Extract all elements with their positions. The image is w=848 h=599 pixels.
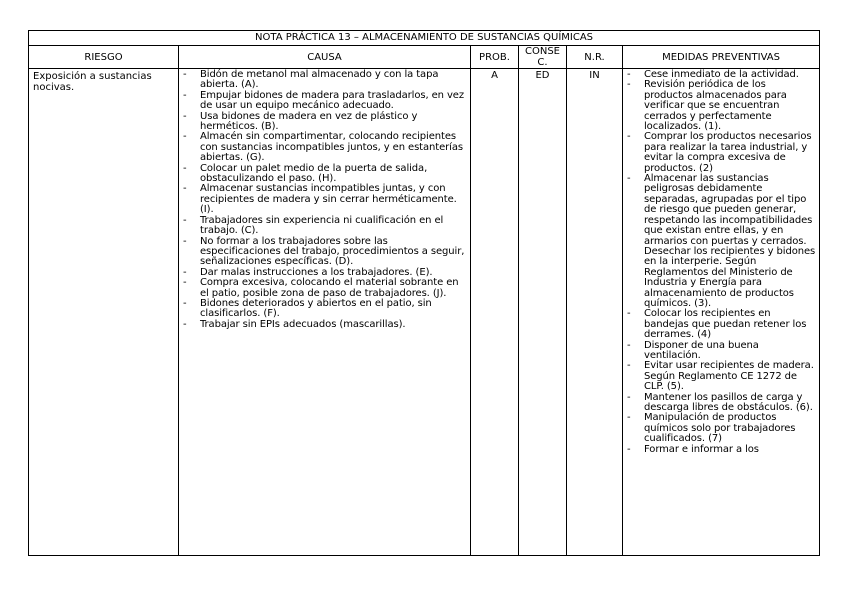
- cell-nr: IN: [567, 69, 623, 556]
- header-prob: PROB.: [471, 46, 519, 69]
- cell-medidas: [623, 69, 820, 556]
- cell-prob: A: [471, 69, 519, 556]
- causa-item: - Usa bidones de madera en vez de plástico y herméticos. (B).: [183, 112, 466, 133]
- medida-item: - Disponer de una buena ventilación.: [627, 341, 817, 362]
- medida-item: - Mantener los pasillos de carga y descarga libres de obstáculos. (6).: [627, 393, 817, 414]
- cell-causa: [179, 69, 471, 556]
- causa-item: - Dar malas instrucciones a los trabajadores. (E).: [183, 268, 466, 278]
- medida-item: - Evitar usar recipientes de madera. Según Reglamento CE 1272 de CLP. (5).: [627, 361, 817, 392]
- medida-item: - Comprar los productos necesarios para realizar la tarea industrial, y evitar la compra excesiva de productos. (2): [627, 132, 817, 174]
- causa-item: - Trabajadores sin experiencia ni cualificación en el trabajo. (C).: [183, 216, 466, 237]
- header-riesgo: RIESGO: [29, 46, 179, 69]
- cell-riesgo: Exposición a sustancias nocivas.: [29, 69, 179, 556]
- medida-item: - Cese inmediato de la actividad.: [627, 70, 817, 80]
- header-consec: CONSE C.: [519, 46, 567, 69]
- risk-table: [28, 30, 820, 556]
- medida-item: - Revisión periódica de los productos almacenados para verificar que se encuentran cerrados y perfectamente localizados. (1).: [627, 80, 817, 132]
- table-title: NOTA PRÁCTICA 13 – ALMACENAMIENTO DE SUSTANCIAS QUÍMICAS: [29, 31, 820, 46]
- header-medidas: MEDIDAS PREVENTIVAS: [623, 46, 820, 69]
- causa-item: - Empujar bidones de madera para trasladarlos, en vez de usar un equipo mecánico adecuado.: [183, 91, 466, 112]
- medidas-list: [623, 69, 819, 455]
- causa-item: - Almacenar sustancias incompatibles juntas, y con recipientes de madera y sin cerrar herméticamente. (I).: [183, 184, 466, 215]
- causa-list: [179, 69, 470, 330]
- header-nr: N.R.: [567, 46, 623, 69]
- causa-item: - Bidón de metanol mal almacenado y con la tapa abierta. (A).: [183, 70, 466, 91]
- causa-item: - Almacén sin compartimentar, colocando recipientes con sustancias incompatibles juntos, y en estanterías abiertas. (G).: [183, 132, 466, 163]
- medida-item: - Almacenar las sustancias peligrosas debidamente separadas, agrupadas por el tipo de riesgo que pueden generar, respetando las incompatibilidades que existan entre ellas, y en armarios con puertas y cerrados. Desechar los recipientes y bidones en la interperie. Según Reglamentos del Ministerio de Industria y Energía para almacenamiento de productos químicos. (3).: [627, 174, 817, 309]
- causa-item: - No formar a los trabajadores sobre las especificaciones del trabajo, procedimientos a seguir, señalizaciones específicas. (D).: [183, 237, 466, 268]
- causa-item: - Colocar un palet medio de la puerta de salida, obstaculizando el paso. (H).: [183, 164, 466, 185]
- causa-item: - Trabajar sin EPIs adecuados (mascarillas).: [183, 320, 466, 330]
- causa-item: - Bidones deteriorados y abiertos en el patio, sin clasificarlos. (F).: [183, 299, 466, 320]
- cell-consec: ED: [519, 69, 567, 556]
- medida-item: - Manipulación de productos químicos solo por trabajadores cualificados. (7): [627, 413, 817, 444]
- causa-item: - Compra excesiva, colocando el material sobrante en el patio, posible zona de paso de trabajadores. (J).: [183, 278, 466, 299]
- medida-item: - Formar e informar a los: [627, 445, 817, 455]
- medida-item: - Colocar los recipientes en bandejas que puedan retener los derrames. (4): [627, 309, 817, 340]
- header-causa: CAUSA: [179, 46, 471, 69]
